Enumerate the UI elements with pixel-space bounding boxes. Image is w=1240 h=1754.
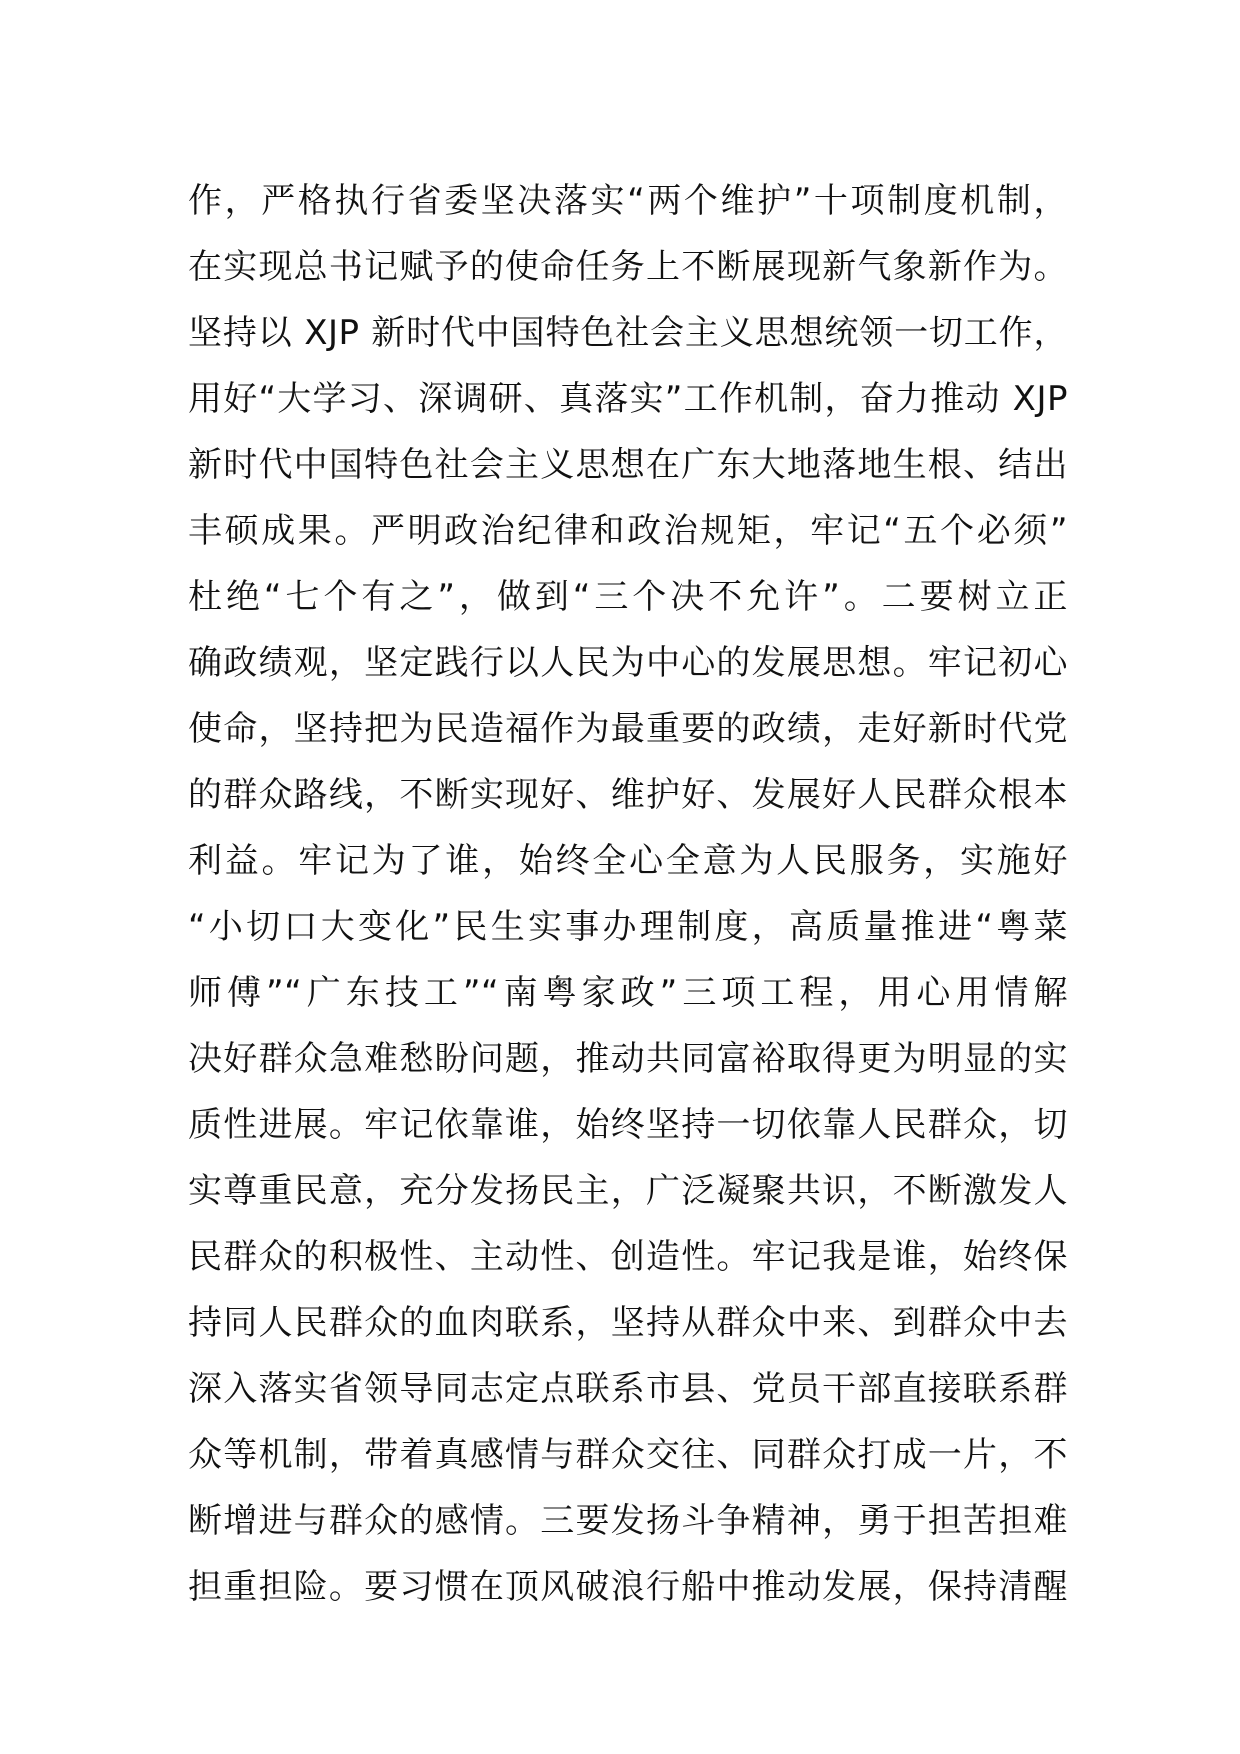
text-line: 确政绩观，坚定践行以人民为中心的发展思想。牢记初心 xyxy=(188,643,1068,683)
text-line: 持同人民群众的血肉联系，坚持从群众中来、到群众中去 xyxy=(188,1303,1068,1343)
text-line: 众等机制，带着真感情与群众交往、同群众打成一片，不 xyxy=(188,1435,1068,1475)
body-text xyxy=(188,168,1068,1620)
text-line: 用好“大学习、深调研、真落实”工作机制，奋力推动 XJP xyxy=(188,379,1068,419)
text-line: 实尊重民意，充分发扬民主，广泛凝聚共识，不断激发人 xyxy=(188,1171,1068,1211)
text-line: “小切口大变化”民生实事办理制度，高质量推进“粤菜 xyxy=(188,907,1068,947)
text-line: 民群众的积极性、主动性、创造性。牢记我是谁，始终保 xyxy=(188,1237,1068,1277)
text-line: 坚持以 XJP 新时代中国特色社会主义思想统领一切工作， xyxy=(188,313,1068,353)
text-line: 师傅”“广东技工”“南粤家政”三项工程，用心用情解 xyxy=(188,973,1068,1013)
text-line: 质性进展。牢记依靠谁，始终坚持一切依靠人民群众，切 xyxy=(188,1105,1068,1145)
text-line: 杜绝“七个有之”，做到“三个决不允许”。二要树立正 xyxy=(188,577,1068,617)
text-line: 决好群众急难愁盼问题，推动共同富裕取得更为明显的实 xyxy=(188,1039,1068,1079)
text-line: 担重担险。要习惯在顶风破浪行船中推动发展，保持清醒 xyxy=(188,1567,1068,1607)
text-line: 断增进与群众的感情。三要发扬斗争精神，勇于担苦担难 xyxy=(188,1501,1068,1541)
text-line: 在实现总书记赋予的使命任务上不断展现新气象新作为。 xyxy=(188,247,1068,287)
text-line: 深入落实省领导同志定点联系市县、党员干部直接联系群 xyxy=(188,1369,1068,1409)
text-line: 利益。牢记为了谁，始终全心全意为人民服务，实施好 xyxy=(188,841,1068,881)
text-line: 作，严格执行省委坚决落实“两个维护”十项制度机制， xyxy=(188,181,1068,221)
text-line: 新时代中国特色社会主义思想在广东大地落地生根、结出 xyxy=(188,445,1068,485)
text-line: 丰硕成果。严明政治纪律和政治规矩，牢记“五个必须” xyxy=(188,511,1068,551)
text-line: 的群众路线，不断实现好、维护好、发展好人民群众根本 xyxy=(188,775,1068,815)
text-line: 使命，坚持把为民造福作为最重要的政绩，走好新时代党 xyxy=(188,709,1068,749)
